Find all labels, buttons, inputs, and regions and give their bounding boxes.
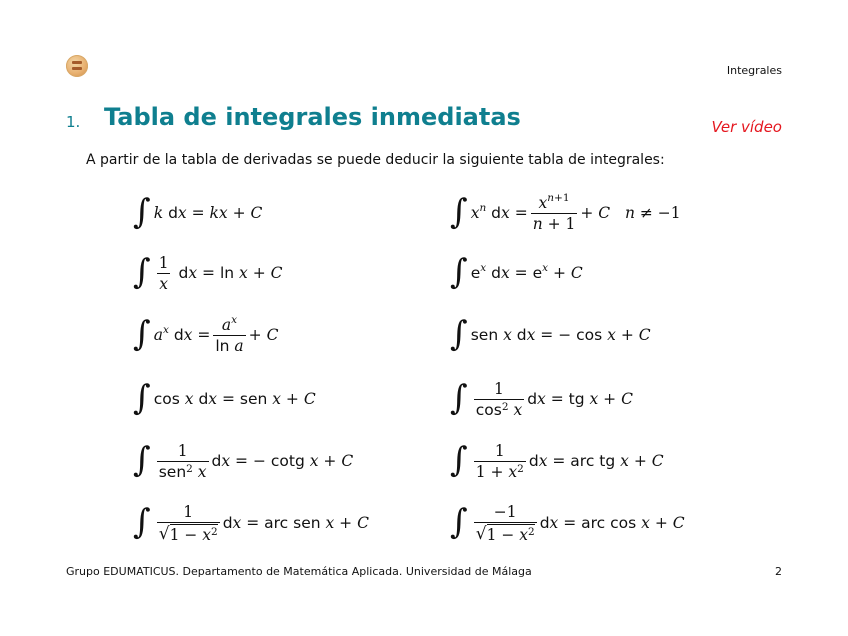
page-number: 2 [775, 565, 782, 578]
integral-inverse-cosine-squared: ∫ $\frac{1}{\cos^2 x}$ dx = tg x + C [450, 378, 633, 419]
integral-arctangent: ∫ $\frac{1}{1 + x^2}$ dx = arc tg x + C [450, 440, 664, 481]
section-title: Tabla de integrales inmediatas [104, 103, 521, 131]
integral-cosine: ∫ cos x dx = sen x + C [133, 378, 316, 418]
integral-sign-icon: ∫ [450, 440, 468, 480]
integral-sign-icon: ∫ [133, 440, 151, 480]
integral-sign-icon: ∫ [133, 314, 151, 354]
integral-sign-icon: ∫ [450, 192, 468, 232]
integral-power: ∫ $x^n$ dx = $\frac{x^{n+1}}{n + 1}$ + C n ≠ −1 [450, 191, 681, 233]
integral-arcsine: ∫ 1 √ $1 - x^2$ dx = arc sen x + C [133, 502, 369, 544]
integral-inverse-sine-squared: ∫ $\frac{1}{sen^2 x}$ dx = − cotg x + C [133, 440, 354, 481]
integral-arccosine: ∫ −1 √ $1 - x^2$ dx = arc cos x + C [450, 502, 685, 544]
integral-sign-icon: ∫ [133, 502, 151, 542]
header-title: Integrales [726, 64, 782, 77]
intro-text: A partir de la tabla de derivadas se puede deducir la siguiente tabla de integrales: [86, 152, 665, 168]
integral-constant: ∫ k dx = kx + C [133, 192, 263, 232]
university-logo-icon [66, 55, 88, 77]
integral-sign-icon: ∫ [133, 192, 151, 232]
section-number: 1. [66, 113, 81, 131]
integral-exponential-e: ∫ $e^x$ dx = $e^x + C$ [450, 252, 583, 292]
integral-sign-icon: ∫ [450, 502, 468, 542]
integral-sign-icon: ∫ [133, 378, 151, 418]
integral-exponential-base-a: ∫ $a^x$ dx = $\frac{a^x}{\text{ln a}}$ + C [133, 313, 279, 355]
integral-sign-icon: ∫ [450, 378, 468, 418]
integral-sign-icon: ∫ [450, 252, 468, 292]
footer-group: Grupo EDUMATICUS. Departamento de Matemática Aplicada. Universidad de Málaga [66, 565, 532, 578]
integral-reciprocal: ∫ $\frac{1}{x}$ dx = ln x + C [133, 252, 283, 293]
integral-sine: ∫ sen x dx = − cos x + C [450, 314, 651, 354]
video-link[interactable]: Ver vídeo [711, 118, 782, 136]
integral-sign-icon: ∫ [133, 252, 151, 292]
integral-sign-icon: ∫ [450, 314, 468, 354]
